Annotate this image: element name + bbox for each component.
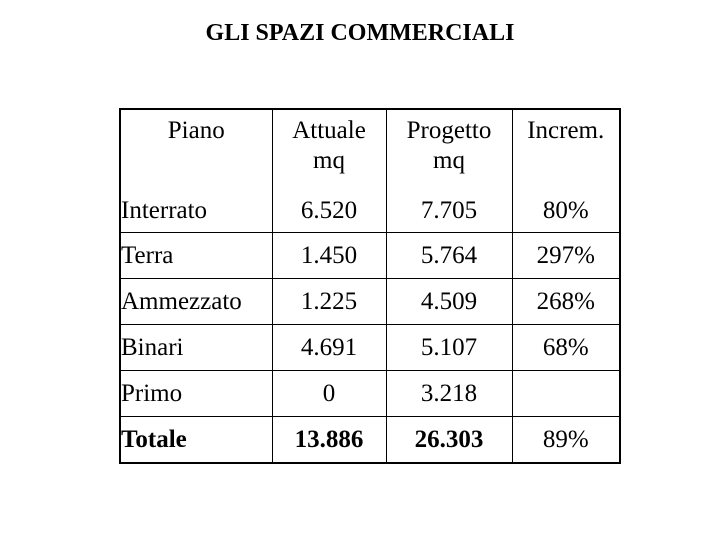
cell-attuale: 1.225 — [272, 279, 386, 325]
cell-piano: Terra — [120, 233, 272, 279]
cell-attuale: 6.520 — [272, 190, 386, 233]
header-attuale-label: Attuale — [292, 117, 366, 144]
cell-attuale: 4.691 — [272, 325, 386, 371]
table-row — [120, 233, 620, 279]
cell-increm — [512, 371, 620, 417]
cell-progetto: 5.107 — [386, 325, 512, 371]
cell-piano: Ammezzato — [120, 279, 272, 325]
page-title: GLI SPAZI COMMERCIALI — [205, 20, 515, 46]
table-row — [120, 279, 620, 325]
commercial-spaces-table — [119, 108, 621, 464]
table-row — [120, 371, 620, 417]
cell-piano: Primo — [120, 371, 272, 417]
table-row — [120, 190, 620, 233]
table-row — [120, 325, 620, 371]
cell-attuale: 0 — [272, 371, 386, 417]
cell-increm: 68% — [512, 325, 620, 371]
header-progetto-unit: mq — [433, 147, 465, 174]
cell-progetto: 7.705 — [386, 190, 512, 233]
cell-increm: 80% — [512, 190, 620, 233]
table-total-row — [120, 417, 620, 464]
table-header-row — [120, 109, 620, 190]
cell-attuale: 1.450 — [272, 233, 386, 279]
cell-piano: Interrato — [120, 190, 272, 233]
cell-increm: 268% — [512, 279, 620, 325]
header-attuale-unit: mq — [313, 147, 345, 174]
header-piano-label: Piano — [167, 117, 225, 144]
header-piano — [120, 109, 272, 190]
header-increm — [512, 109, 620, 190]
header-progetto-label: Progetto — [406, 117, 492, 144]
cell-increm: 297% — [512, 233, 620, 279]
header-increm-label: Increm. — [527, 117, 605, 144]
total-increm: 89% — [512, 417, 620, 464]
header-progetto — [386, 109, 512, 190]
cell-piano: Binari — [120, 325, 272, 371]
total-attuale: 13.886 — [272, 417, 386, 464]
total-piano: Totale — [120, 417, 272, 464]
cell-progetto: 3.218 — [386, 371, 512, 417]
header-attuale — [272, 109, 386, 190]
cell-progetto: 4.509 — [386, 279, 512, 325]
cell-progetto: 5.764 — [386, 233, 512, 279]
total-progetto: 26.303 — [386, 417, 512, 464]
